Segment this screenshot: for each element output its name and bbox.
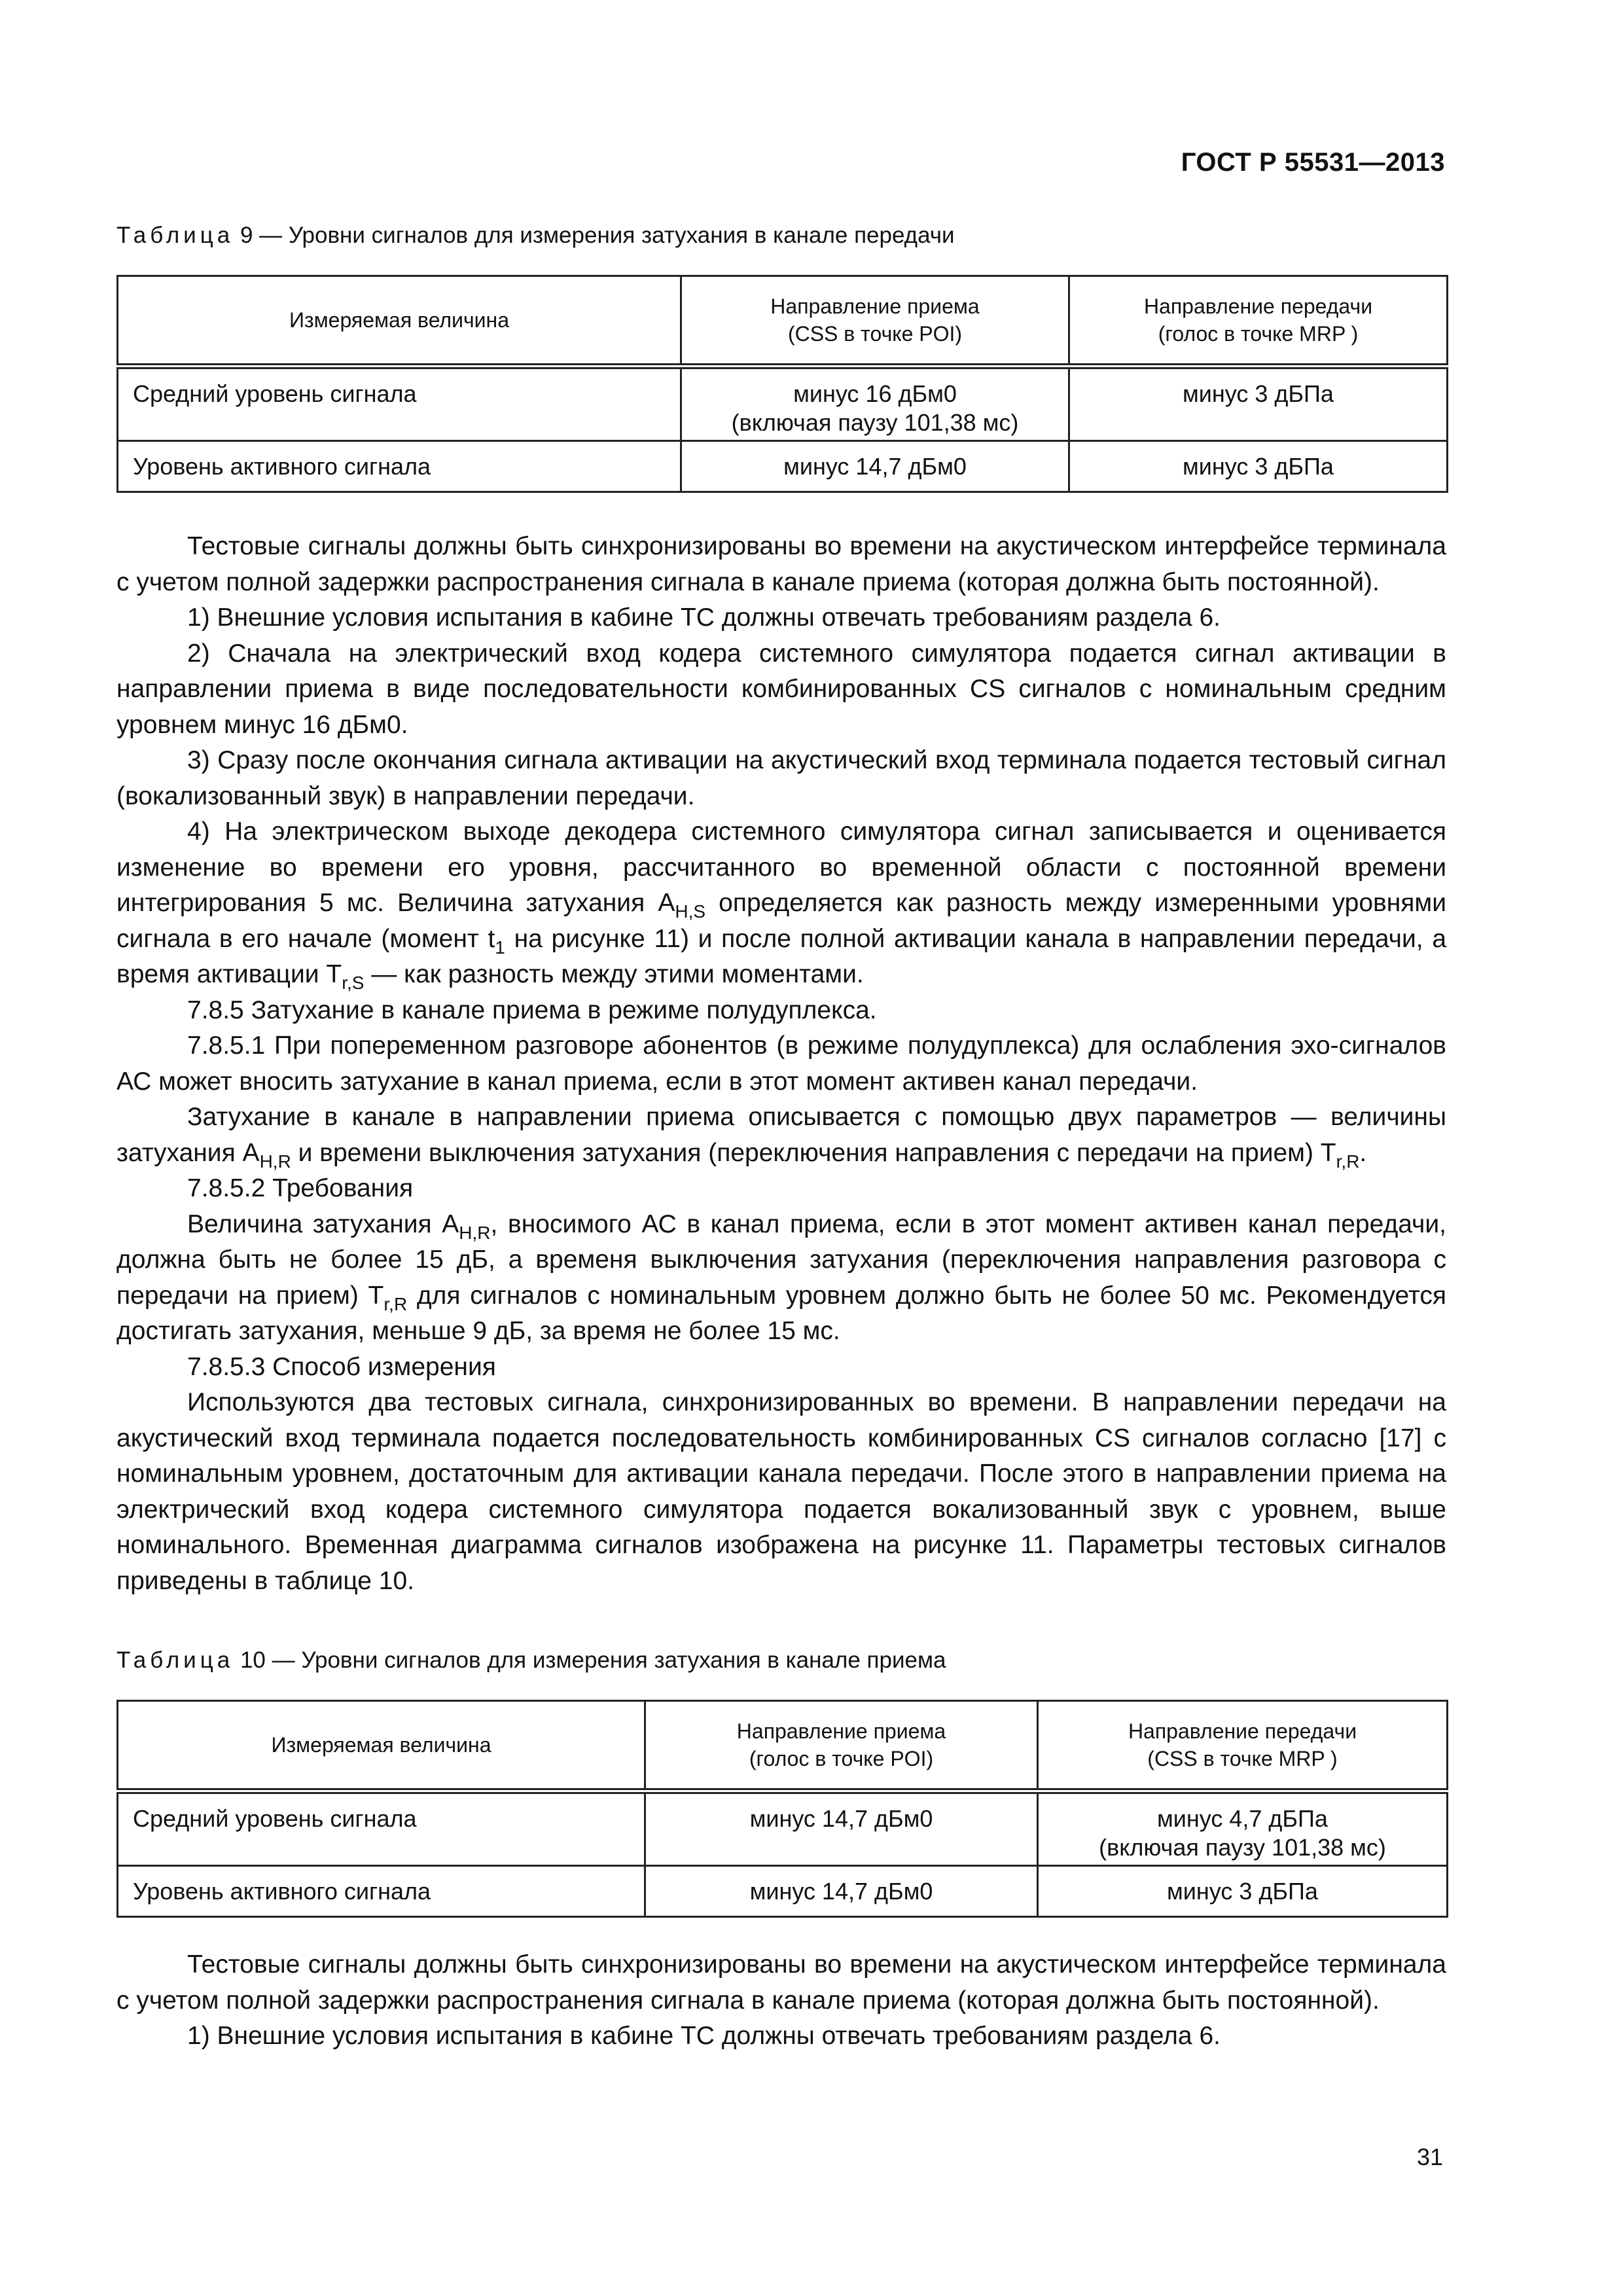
table-9-header-transmit: Направление передачи (голос в точке MRP ): [1069, 276, 1448, 367]
table-cell: минус 3 дБПа: [1069, 367, 1448, 441]
table-9-header-quantity: Измеряемая величина: [118, 276, 681, 367]
table-10-caption: [116, 1647, 946, 1674]
paragraph: 7.8.5.1 При попеременном разговоре абонентов (в режиме полудуплекса) для ослабления эхо-сигналов АС может вносить затухание в канал приема, если в этот момент активен канал передачи.: [116, 1031, 1446, 1096]
document-number: ГОСТ Р 55531—2013: [1181, 148, 1445, 177]
table-cell: Средний уровень сигнала: [118, 367, 681, 441]
table-cell: Уровень активного сигнала: [118, 441, 681, 492]
table-cell: минус 14,7 дБм0: [645, 1866, 1038, 1917]
section-heading: 7.8.5.3 Способ измерения: [187, 1352, 496, 1381]
paragraph: 3) Сразу после окончания сигнала активации на акустический вход терминала подается тестовый сигнал (вокализованный звук) в направлении передачи.: [116, 746, 1446, 810]
table-cell: минус 16 дБм0 (включая паузу 101,38 мс): [681, 367, 1069, 441]
table-cell: минус 14,7 дБм0: [645, 1791, 1038, 1866]
table-cell: минус 3 дБПа: [1038, 1866, 1448, 1917]
table-10-caption-word: Таблица: [116, 1647, 234, 1673]
section-heading: 7.8.5.2 Требования: [187, 1174, 414, 1202]
table-cell: минус 14,7 дБм0: [681, 441, 1069, 492]
paragraph: Величина затухания $A_{H,R}$, вносимого АС в канал приема, если в этот момент активен канал передачи, должна быть не более 15 дБ, а временя выключения затухания (переключения направления разговора с передачи на прием) $T_{r,R}$ для сигналов с номинальным уровнем должно быть не более 50 мс. Рекомендуется достигать затухания, меньше 9 дБ, за время не более 15 мс.: [116, 1210, 1446, 1345]
paragraph: Тестовые сигналы должны быть синхронизированы во времени на акустическом интерфейсе терминала с учетом полной задержки распространения сигнала в канале приема (которая должна быть постоянной).: [116, 532, 1446, 596]
table-cell: минус 4,7 дБПа (включая паузу 101,38 мс): [1038, 1791, 1448, 1866]
table-row: [118, 1866, 1448, 1917]
table-9-header-row: [118, 276, 1448, 367]
section-heading: 7.8.5 Затухание в канале приема в режиме полудуплекса.: [187, 996, 877, 1024]
table-cell: Уровень активного сигнала: [118, 1866, 645, 1917]
paragraph: Используются два тестовых сигнала, синхронизированных во времени. В направлении передачи на акустический вход терминала подается последовательность комбинированных CS сигналов согласно [17] с номинальным уровнем, достаточным для активации канала передачи. После этого в направлении приема на электрический вход кодера системного симулятора подается вокализованный звук с уровнем, выше номинального. Временная диаграмма сигналов изображена на рисунке 11. Параметры тестовых сигналов приведены в таблице 10.: [116, 1388, 1446, 1595]
paragraph: Затухание в канале в направлении приема описывается с помощью двух параметров — величины затухания $A_{H,R}$ и времени выключения затухания (переключения направления с передачи на прием) $T_{r,R}$.: [116, 1103, 1446, 1172]
table-9: [116, 275, 1448, 493]
table-9-header-receive: Направление приема (CSS в точке POI): [681, 276, 1069, 367]
table-cell: минус 3 дБПа: [1069, 441, 1448, 492]
table-row: [118, 367, 1448, 441]
paragraph: 1) Внешние условия испытания в кабине ТС должны отвечать требованиям раздела 6.: [187, 2022, 1221, 2050]
table-9-caption-text: 9 — Уровни сигналов для измерения затухания в канале передачи: [234, 223, 955, 248]
table-row: [118, 1791, 1448, 1866]
table-10-header-quantity: Измеряемая величина: [118, 1701, 645, 1791]
body-text-block-1: [116, 529, 1446, 1599]
table-10-header-receive: Направление приема (голос в точке POI): [645, 1701, 1038, 1791]
table-9-caption-word: Таблица: [116, 223, 234, 248]
table-10-header-row: [118, 1701, 1448, 1791]
table-10-caption-text: 10 — Уровни сигналов для измерения затухания в канале приема: [234, 1647, 946, 1673]
table-10-header-transmit: Направление передачи (CSS в точке MRP ): [1038, 1701, 1448, 1791]
paragraph: 4) На электрическом выходе декодера системного симулятора сигнал записывается и оценивается изменение во времени его уровня, рассчитанного во временной области с постоянной времени интегрирования 5 мс. Величина затухания $A_{H,S}$ определяется как разность между измеренными уровнями сигнала в его начале (момент $t_1$ на рисунке 11) и после полной активации канала в направлении передачи, а время активации $T_{r,S}$ — как разность между этими моментами.: [116, 817, 1447, 993]
table-9-caption: [116, 223, 955, 249]
paragraph: 1) Внешние условия испытания в кабине ТС должны отвечать требованиям раздела 6.: [187, 603, 1221, 632]
page-number: 31: [1416, 2144, 1443, 2170]
table-row: [118, 441, 1448, 492]
table-10: [116, 1700, 1448, 1918]
table-cell: Средний уровень сигнала: [118, 1791, 645, 1866]
paragraph: Тестовые сигналы должны быть синхронизированы во времени на акустическом интерфейсе терминала с учетом полной задержки распространения сигнала в канале приема (которая должна быть постоянной).: [116, 1950, 1446, 2015]
body-text-block-2: [116, 1947, 1446, 2054]
paragraph: 2) Сначала на электрический вход кодера системного симулятора подается сигнал активации в направлении приема в виде последовательности комбинированных CS сигналов с номинальным средним уровнем минус 16 дБм0.: [116, 639, 1446, 739]
